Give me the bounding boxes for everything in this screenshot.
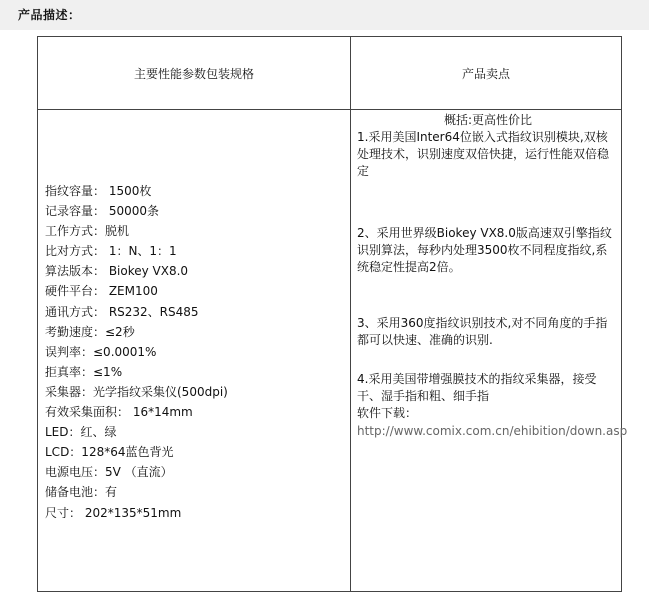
spec-table xyxy=(37,36,628,592)
spec-sensor-area: 有效采集面积： 16*14mm xyxy=(45,405,193,420)
selling-point-4: 4.采用美国带增强膜技术的指纹采集器，接受干、湿手指和粗、细手指 xyxy=(357,372,597,403)
selling-points xyxy=(357,110,628,440)
spec-match-mode: 比对方式： 1：N、1：1 xyxy=(45,244,177,259)
spec-record-capacity: 记录容量： 50000条 xyxy=(45,204,159,219)
spec-hardware-platform: 硬件平台： ZEM100 xyxy=(45,284,158,299)
section-title: 产品描述： xyxy=(18,8,81,22)
selling-point-3: 3、采用360度指纹识别技术,对不同角度的手指都可以快速、准确的识别. xyxy=(357,316,608,347)
spec-attendance-speed: 考勤速度：≤2秒 xyxy=(45,324,135,339)
spec-fingerprint-capacity: 指纹容量： 1500枚 xyxy=(45,184,152,198)
spec-communication: 通讯方式： RS232、RS485 xyxy=(45,304,199,319)
download-label: 软件下载： xyxy=(357,406,418,420)
spec-work-mode: 工作方式：脱机 xyxy=(45,224,130,239)
spec-list xyxy=(45,181,345,523)
header-selling-points: 产品卖点 xyxy=(461,66,510,81)
spec-dimensions: 尺寸： 202*135*51mm xyxy=(45,505,182,520)
selling-summary: 概括:更高性价比 xyxy=(443,113,533,127)
header-specs: 主要性能参数包装规格 xyxy=(133,66,254,81)
spec-sensor: 采集器：光学指纹采集仪(500dpi) xyxy=(45,384,228,399)
spec-backup-battery: 储备电池：有 xyxy=(45,485,118,500)
column-divider xyxy=(350,37,351,591)
spec-algorithm-version: 算法版本： Biokey VX8.0 xyxy=(45,264,189,279)
spec-false-reject-rate: 拒真率：≤1% xyxy=(45,364,123,379)
selling-point-2: 2、采用世界级Biokey VX8.0版高速双引擎指纹识别算法，每秒内处理3500枚不同程度指纹,系统稳定性提高2倍。 xyxy=(357,226,612,274)
spec-false-accept-rate: 误判率：≤0.0001% xyxy=(45,344,157,359)
section-header-bar xyxy=(0,0,649,30)
spec-led: LED：红、绿 xyxy=(45,425,117,440)
spec-power-voltage: 电源电压：5V （直流） xyxy=(45,465,173,480)
download-link[interactable]: http://www.comix.com.cn/ehibition/down.asp xyxy=(357,424,628,438)
selling-point-1: 1.采用美国Inter64位嵌入式指纹识别模块,双核处理技术，识别速度双倍快捷，运行性能双倍稳定 xyxy=(357,130,610,178)
spec-lcd: LCD：128*64蓝色背光 xyxy=(45,445,174,460)
